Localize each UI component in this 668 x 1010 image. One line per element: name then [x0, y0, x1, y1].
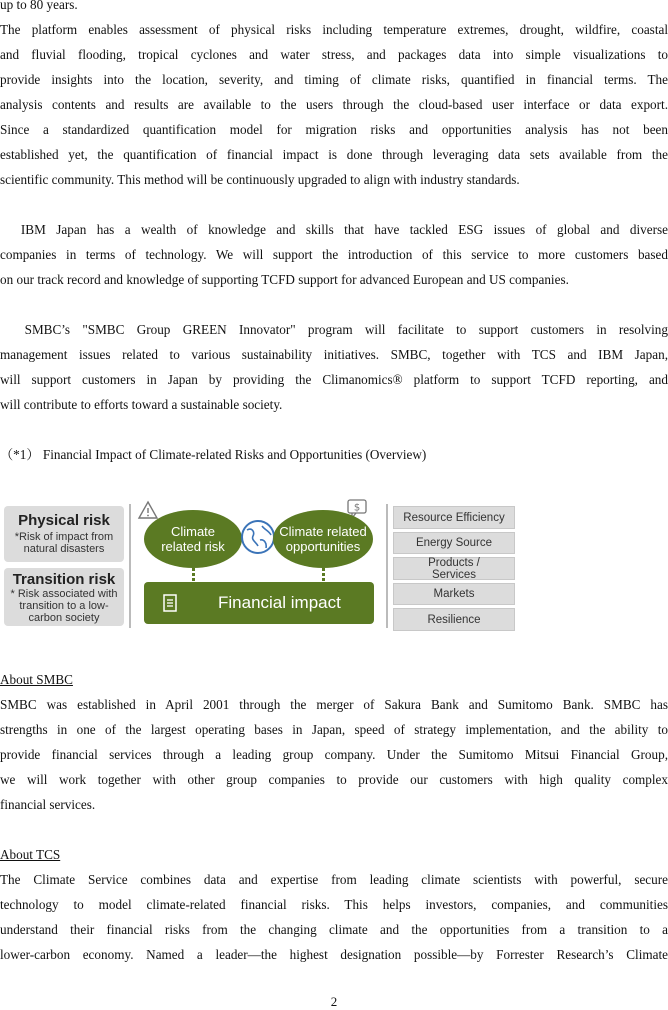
financial-impact-figure: [0, 498, 520, 633]
text-line: financial services.: [0, 797, 96, 812]
text-line: management issues related to various sustainability initiatives. SMBC, together with TCS and IBM Japan,: [0, 347, 668, 362]
text-line: companies in terms of technology. We will support the introduction of this service to more customers based: [0, 247, 668, 262]
transition-risk-subtitle: * Risk associated with transition to a low-carbon society: [10, 588, 118, 624]
page-number: 2: [330, 994, 338, 1009]
text-line: provide financial services through a leading group company. Under the Sumitomo Mitsui Financial Group,: [0, 747, 668, 762]
text-line: IBM Japan has a wealth of knowledge and skills that have tackled ESG issues of global and diverse: [0, 222, 668, 237]
text-line: up to 80 years.: [0, 0, 78, 12]
text-line: understand their financial risks from the changing climate and the opportunities from a transition to a: [0, 922, 668, 937]
text-line: and fluvial flooding, tropical cyclones and water stress, and packages data into simple visualizations to: [0, 47, 668, 62]
right-item-label: Energy Source: [415, 537, 493, 549]
physical-risk-subtitle: *Risk of impact from natural disasters: [14, 531, 114, 555]
text-line: on our track record and knowledge of supporting TCFD support for advanced European and US companies.: [0, 272, 569, 287]
climate-risk-ellipse: [144, 510, 242, 568]
text-line: Since a standardized quantification model for migration risks and opportunities analysis has not been: [0, 122, 668, 137]
text-line: will support customers in Japan by providing the Climanomics® platform to support TCFD reporting, and: [0, 372, 668, 387]
text-line: scientific community. This method will be continuously upgraded to align with industry standards.: [0, 172, 520, 187]
left-divider: [129, 504, 131, 628]
right-item-resource-efficiency: [393, 506, 515, 529]
right-item-label: Markets: [433, 588, 475, 600]
text-line: The Climate Service combines data and expertise from leading climate scientists with powerful, secure: [0, 872, 668, 887]
climate-risk-label: Climate related risk: [161, 524, 225, 554]
right-item-products-services: [393, 557, 515, 580]
text-line: technology to model climate-related financial risks. This helps investors, companies, and communities: [0, 897, 668, 912]
transition-risk-box: [4, 568, 124, 626]
text-line: The platform enables assessment of physical risks including temperature extremes, drought, wildfire, coastal: [0, 22, 668, 37]
right-item-label: Resilience: [427, 613, 481, 626]
text-line: analysis contents and results are available to the users through the cloud-based user interface or data export.: [0, 97, 668, 112]
text-line: SMBC’s "SMBC Group GREEN Innovator" program will facilitate to support customers in resolving: [0, 322, 668, 337]
document-icon: [162, 593, 178, 613]
financial-impact-box: [144, 582, 374, 624]
right-divider: [386, 504, 388, 628]
physical-risk-box: [4, 506, 124, 562]
right-item-energy-source: [393, 532, 515, 554]
physical-risk-title: Physical risk: [18, 512, 110, 529]
right-item-label: Products / Services: [428, 556, 480, 581]
text-line: strengths in one of the largest operating bases in Japan, speed of strategy implementation, and the ability to: [0, 722, 668, 737]
opportunity-connector: [322, 568, 325, 581]
warning-icon: [137, 500, 159, 520]
globe-icon: [238, 518, 278, 556]
text-line: provide insights into the location, severity, and timing of climate risks, quantified in financial terms. The: [0, 72, 668, 87]
right-item-label: Resource Efficiency: [403, 511, 505, 524]
svg-text:$: $: [353, 502, 361, 514]
text-line: （*1） Financial Impact of Climate-related Risks and Opportunities (Overview): [0, 447, 427, 462]
text-line: established yet, the quantification of financial impact is done through leveraging data sets available from the: [0, 147, 668, 162]
transition-risk-title: Transition risk: [12, 571, 116, 588]
text-line: About TCS: [0, 847, 61, 862]
text-line: we will work together with other group companies to provide our customers with high quality complex: [0, 772, 668, 787]
climate-opportunities-ellipse: [273, 510, 373, 568]
climate-opportunities-label: Climate related opportunities: [279, 524, 367, 554]
text-line: SMBC was established in April 2001 through the merger of Sakura Bank and Sumitomo Bank. SMBC has: [0, 697, 668, 712]
text-line: About SMBC: [0, 672, 73, 687]
right-item-markets: [393, 583, 515, 605]
right-item-resilience: [393, 608, 515, 631]
risk-connector: [192, 568, 195, 581]
financial-impact-label: Financial impact: [218, 593, 341, 612]
text-line: lower-carbon economy. Named a leader—the highest designation possible—by Forrester Research’s Climate: [0, 947, 668, 962]
text-line: will contribute to efforts toward a sustainable society.: [0, 397, 283, 412]
